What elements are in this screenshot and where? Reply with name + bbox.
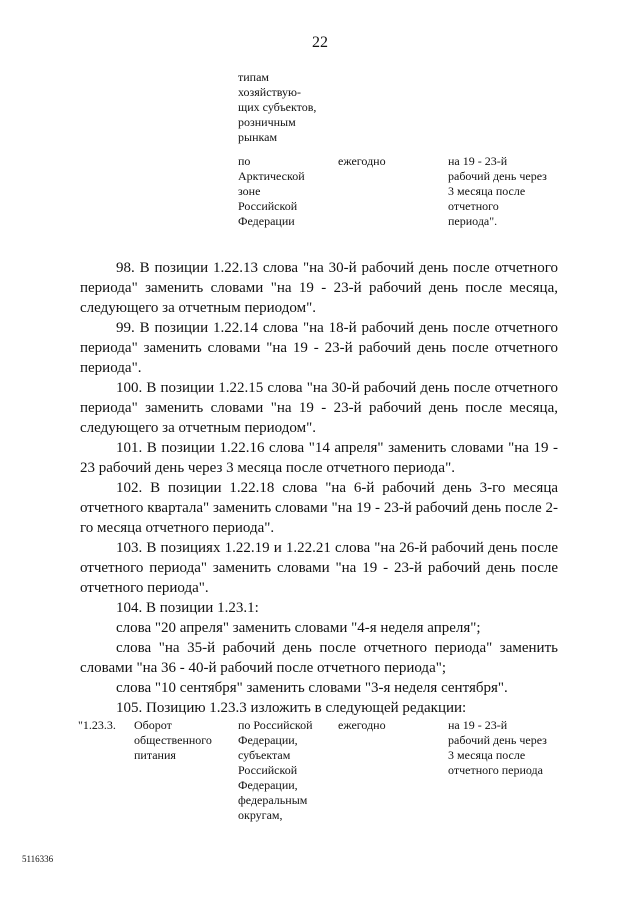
paragraph-101: 101. В позиции 1.22.16 слова "14 апреля" заменить словами "на 19 - 23 рабочий день через 3 месяца после отчетного периода". [80, 440, 558, 476]
paragraph-104-item-2: слова "на 35-й рабочий день после отчетного периода" заменить словами "на 36 - 40-й рабочий после отчетного периода"; [80, 640, 558, 676]
top-table-row2-col-b: по Арктической зоне Российской Федерации [238, 154, 305, 228]
top-table-row2-col-c: ежегодно [338, 154, 386, 168]
page-number: 22 [312, 34, 328, 51]
paragraph-100: 100. В позиции 1.22.15 слова "на 30-й рабочий день после отчетного периода" заменить словами "на 19 - 23-й рабочий день после месяца, следующего за отчетным периодом". [80, 380, 558, 436]
paragraph-104-item-1: слова "20 апреля" заменить словами "4-я неделя апреля"; [116, 620, 481, 636]
top-table-row1-col-b: типам хозяйствую- щих субъектов, розничным рынкам [238, 70, 317, 144]
paragraph-99: 99. В позиции 1.22.14 слова "на 18-й рабочий день после отчетного периода" заменить словами "на 19 - 23-й рабочий день после отчетного периода". [80, 320, 558, 376]
paragraph-104: 104. В позиции 1.23.1: [116, 600, 259, 616]
bottom-table-periodicity: ежегодно [338, 718, 386, 732]
paragraph-105: 105. Позицию 1.23.3 изложить в следующей редакции: [116, 700, 467, 716]
paragraph-104-item-3: слова "10 сентября" заменить словами "3-я неделя сентября". [116, 680, 508, 696]
top-table-row2-col-d: на 19 - 23-й рабочий день через 3 месяца после отчетного периода". [448, 154, 547, 228]
bottom-table-scope: по Российской Федерации, субъектам Российской Федерации, федеральным округам, [238, 718, 313, 822]
amendment-text [80, 258, 558, 718]
bottom-table-indicator-name: Оборот общественного питания [134, 718, 212, 762]
paragraph-102: 102. В позиции 1.22.18 слова "на 6-й рабочий день 3-го месяца отчетного квартала" заменить словами "на 19 - 23-й рабочий день после 2-го месяца отчетного периода". [80, 480, 558, 536]
bottom-table-position-number: "1.23.3. [78, 718, 116, 732]
document-code: 5116336 [22, 854, 54, 864]
paragraph-103: 103. В позициях 1.22.19 и 1.22.21 слова "на 26-й рабочий день после отчетного периода" заменить словами "на 19 - 23-й рабочий день после отчетного периода". [80, 540, 558, 596]
bottom-table-deadline: на 19 - 23-й рабочий день через 3 месяца после отчетного периода [448, 718, 547, 777]
paragraph-98: 98. В позиции 1.22.13 слова "на 30-й рабочий день после отчетного периода" заменить словами "на 19 - 23-й рабочий день после месяца, следующего за отчетным периодом". [80, 260, 558, 316]
